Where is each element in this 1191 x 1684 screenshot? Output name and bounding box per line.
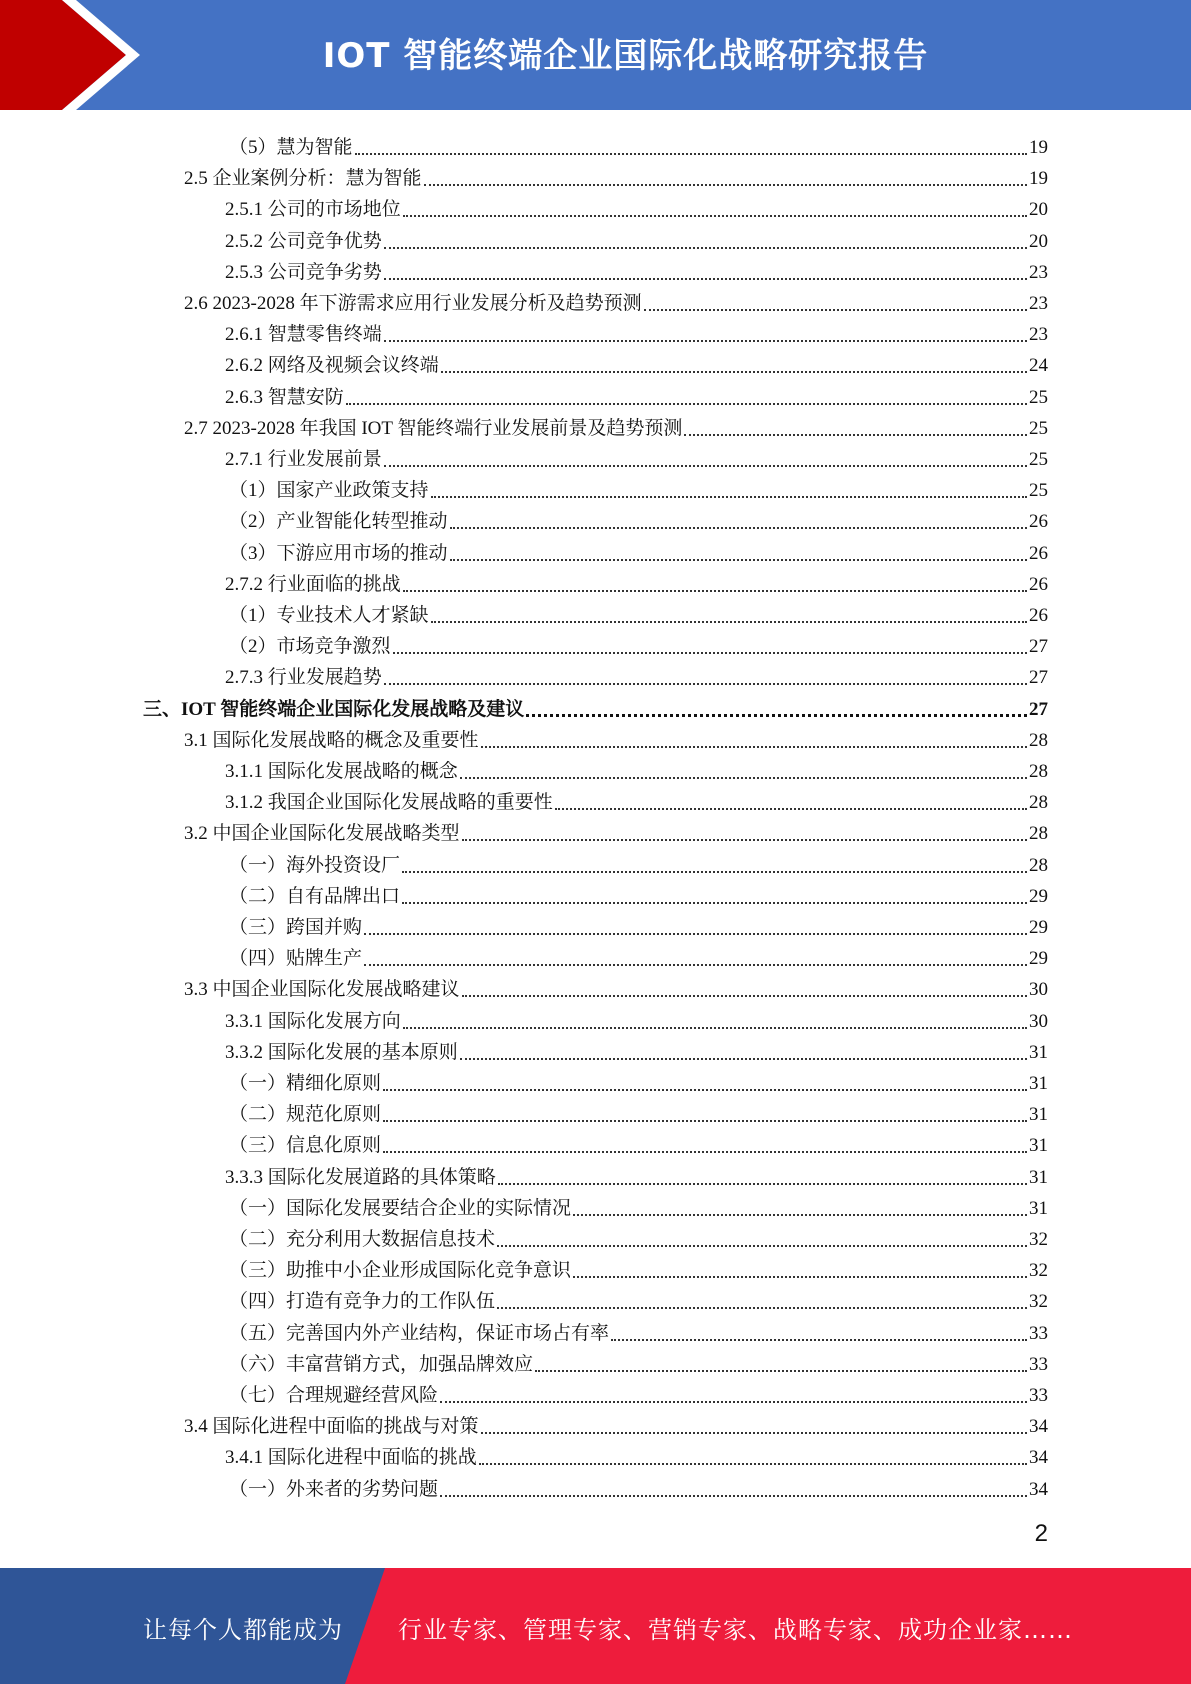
footer-slogan-left: 让每个人都能成为 bbox=[143, 1616, 343, 1644]
toc-entry[interactable] bbox=[229, 1251, 1048, 1282]
toc-entry[interactable] bbox=[229, 596, 1048, 627]
toc-entry-title: （1）专业技术人才紧缺 bbox=[229, 605, 429, 626]
toc-entry-title: （五）完善国内外产业结构，保证市场占有率 bbox=[229, 1322, 610, 1344]
toc-entry-title: 3.3.3 国际化发展道路的具体策略 bbox=[225, 1166, 496, 1188]
toc-entry-title: （一）外来者的劣势问题 bbox=[229, 1478, 439, 1500]
toc-leader-dots bbox=[462, 839, 1027, 841]
toc-entry-page: 28 bbox=[1029, 792, 1048, 814]
toc-leader-dots bbox=[383, 1151, 1027, 1153]
toc-entry-title: 3.4.1 国际化进程中面临的挑战 bbox=[225, 1447, 477, 1469]
toc-entry-page: 19 bbox=[1029, 137, 1048, 158]
toc-leader-dots bbox=[497, 1307, 1027, 1309]
toc-leader-dots bbox=[644, 309, 1027, 311]
toc-entry[interactable] bbox=[229, 627, 1048, 658]
toc-entry-title: 2.7 2023-2028 年我国 IOT 智能终端行业发展前景及趋势预测 bbox=[184, 417, 683, 439]
toc-leader-dots bbox=[364, 964, 1027, 966]
toc-entry-title: （二）规范化原则 bbox=[229, 1104, 382, 1126]
toc-leader-dots bbox=[431, 496, 1027, 498]
toc-entry[interactable] bbox=[229, 1470, 1048, 1501]
toc-entry[interactable] bbox=[225, 315, 1048, 346]
toc-entry-title: 3.1.2 我国企业国际化发展战略的重要性 bbox=[225, 792, 553, 814]
toc-leader-dots bbox=[460, 777, 1027, 779]
toc-entry-page: 32 bbox=[1029, 1260, 1048, 1282]
toc-entry-title: （二）充分利用大数据信息技术 bbox=[229, 1229, 496, 1250]
toc-entry[interactable] bbox=[229, 1314, 1048, 1345]
toc-leader-dots bbox=[450, 527, 1027, 529]
toc-entry-title: （二）自有品牌出口 bbox=[229, 885, 401, 907]
toc-entry-title: （六）丰富营销方式，加强品牌效应 bbox=[229, 1353, 534, 1375]
toc-entry-page: 27 bbox=[1029, 667, 1048, 689]
toc-entry-page: 25 bbox=[1029, 386, 1048, 408]
toc-entry-title: （一）海外投资设厂 bbox=[229, 854, 401, 876]
toc-entry-title: （1）国家产业政策支持 bbox=[229, 480, 429, 502]
toc-entry-page: 34 bbox=[1029, 1447, 1048, 1469]
toc-entry-page: 29 bbox=[1029, 885, 1048, 907]
toc-entry-page: 26 bbox=[1029, 573, 1048, 595]
toc-entry-title: 2.5 企业案例分析：慧为智能 bbox=[184, 168, 422, 190]
toc-leader-dots bbox=[364, 933, 1027, 935]
page-number: 2 bbox=[1034, 1520, 1048, 1547]
toc-leader-dots bbox=[611, 1339, 1027, 1341]
toc-entry-title: （四）打造有竞争力的工作队伍 bbox=[229, 1291, 496, 1313]
toc-entry-page: 27 bbox=[1029, 636, 1048, 658]
toc-entry-title: 三、IOT 智能终端企业国际化发展战略及建议 bbox=[143, 698, 525, 720]
toc-entry[interactable] bbox=[229, 471, 1048, 502]
toc-entry[interactable] bbox=[225, 253, 1048, 284]
toc-entry[interactable] bbox=[225, 222, 1048, 253]
toc-entry[interactable] bbox=[229, 128, 1048, 159]
toc-leader-dots bbox=[383, 1120, 1027, 1122]
toc-entry[interactable] bbox=[229, 502, 1048, 533]
toc-entry-title: 2.6.2 网络及视频会议终端 bbox=[225, 355, 439, 377]
toc-entry[interactable] bbox=[225, 565, 1048, 596]
toc-leader-dots bbox=[440, 1401, 1027, 1403]
report-header bbox=[0, 0, 1191, 110]
toc-entry-title: （七）合理规避经营风险 bbox=[229, 1385, 439, 1406]
toc-leader-dots bbox=[684, 434, 1027, 436]
toc-entry-title: 3.4 国际化进程中面临的挑战与对策 bbox=[184, 1416, 479, 1438]
toc-entry-title: 2.7.2 行业面临的挑战 bbox=[225, 573, 401, 595]
toc-entry-title: （2）产业智能化转型推动 bbox=[229, 511, 448, 533]
toc-entry-title: 2.6 2023-2028 年下游需求应用行业发展分析及趋势预测 bbox=[184, 293, 642, 314]
toc-leader-dots bbox=[440, 1495, 1027, 1497]
toc-entry[interactable] bbox=[229, 1376, 1048, 1407]
toc-leader-dots bbox=[573, 1214, 1027, 1216]
toc-entry-page: 32 bbox=[1029, 1291, 1048, 1313]
toc-entry-page: 26 bbox=[1029, 542, 1048, 564]
toc-entry-page: 31 bbox=[1029, 1135, 1048, 1157]
toc-entry-page: 33 bbox=[1029, 1385, 1048, 1406]
footer-slogan-right: 行业专家、管理专家、营销专家、战略专家、成功企业家…… bbox=[398, 1616, 1073, 1644]
toc-entry[interactable] bbox=[229, 1126, 1048, 1157]
toc-leader-dots bbox=[384, 340, 1027, 342]
toc-entry[interactable] bbox=[229, 534, 1048, 565]
toc-entry[interactable] bbox=[225, 783, 1048, 814]
toc-entry-title: 3.3 中国企业国际化发展战略建议 bbox=[184, 979, 460, 1001]
toc-entry[interactable] bbox=[229, 1095, 1048, 1126]
toc-leader-dots bbox=[450, 559, 1027, 561]
toc-leader-dots bbox=[384, 465, 1027, 467]
toc-entry[interactable] bbox=[229, 1064, 1048, 1095]
toc-entry[interactable] bbox=[184, 409, 1048, 440]
toc-entry-page: 31 bbox=[1029, 1041, 1048, 1063]
toc-entry[interactable] bbox=[229, 1345, 1048, 1376]
toc-entry[interactable] bbox=[143, 690, 1048, 721]
toc-entry[interactable] bbox=[229, 939, 1048, 970]
toc-entry-page: 24 bbox=[1029, 355, 1048, 377]
toc-entry[interactable] bbox=[184, 284, 1048, 315]
page-footer bbox=[0, 1568, 1191, 1684]
toc-entry-title: 3.1.1 国际化发展战略的概念 bbox=[225, 761, 458, 782]
toc-leader-dots bbox=[481, 746, 1027, 748]
toc-leader-dots bbox=[441, 371, 1027, 373]
toc-leader-dots bbox=[403, 1027, 1027, 1029]
toc-entry[interactable] bbox=[184, 1407, 1048, 1438]
toc-entry-page: 25 bbox=[1029, 480, 1048, 502]
toc-entry[interactable] bbox=[184, 159, 1048, 190]
toc-entry[interactable] bbox=[184, 814, 1048, 845]
toc-entry[interactable] bbox=[225, 190, 1048, 221]
toc-entry-page: 19 bbox=[1029, 168, 1048, 190]
toc-entry-title: 3.3.1 国际化发展方向 bbox=[225, 1010, 401, 1032]
toc-entry-page: 26 bbox=[1029, 605, 1048, 626]
toc-entry[interactable] bbox=[225, 1158, 1048, 1189]
toc-entry-title: （2）市场竞争激烈 bbox=[229, 636, 391, 658]
toc-entry-title: （3）下游应用市场的推动 bbox=[229, 542, 448, 564]
toc-entry[interactable] bbox=[225, 752, 1048, 783]
toc-leader-dots bbox=[555, 808, 1027, 810]
toc-entry-page: 27 bbox=[1029, 698, 1048, 720]
toc-entry-page: 28 bbox=[1029, 729, 1048, 751]
toc-entry-title: 2.5.2 公司竞争优势 bbox=[225, 230, 382, 252]
toc-entry[interactable] bbox=[225, 378, 1048, 409]
toc-leader-dots bbox=[384, 683, 1027, 685]
toc-entry-title: 3.1 国际化发展战略的概念及重要性 bbox=[184, 729, 479, 751]
toc-entry-title: （四）贴牌生产 bbox=[229, 948, 363, 970]
toc-entry-page: 33 bbox=[1029, 1322, 1048, 1344]
toc-entry-title: 2.7.1 行业发展前景 bbox=[225, 449, 382, 470]
toc-entry-title: 3.2 中国企业国际化发展战略类型 bbox=[184, 823, 460, 845]
toc-leader-dots bbox=[460, 1058, 1027, 1060]
toc-entry-page: 23 bbox=[1029, 324, 1048, 346]
toc-entry[interactable] bbox=[225, 1002, 1048, 1033]
toc-leader-dots bbox=[402, 871, 1027, 873]
toc-entry-page: 28 bbox=[1029, 854, 1048, 876]
toc-entry-page: 34 bbox=[1029, 1478, 1048, 1500]
toc-entry-page: 31 bbox=[1029, 1166, 1048, 1188]
toc-entry-page: 29 bbox=[1029, 948, 1048, 970]
toc-entry-title: 2.5.1 公司的市场地位 bbox=[225, 199, 401, 221]
toc-entry-title: （5）慧为智能 bbox=[229, 137, 353, 158]
toc-entry-page: 20 bbox=[1029, 199, 1048, 221]
toc-leader-dots bbox=[384, 247, 1027, 249]
toc-entry-page: 25 bbox=[1029, 417, 1048, 439]
toc-leader-dots bbox=[346, 403, 1027, 405]
toc-entry-title: 2.6.3 智慧安防 bbox=[225, 386, 344, 408]
toc-leader-dots bbox=[355, 153, 1027, 155]
toc-entry[interactable] bbox=[225, 440, 1048, 471]
toc-entry-title: （三）跨国并购 bbox=[229, 917, 363, 938]
toc-entry-page: 31 bbox=[1029, 1073, 1048, 1094]
toc-entry[interactable] bbox=[184, 721, 1048, 752]
toc-entry-page: 29 bbox=[1029, 917, 1048, 938]
toc-entry-title: （三）信息化原则 bbox=[229, 1135, 382, 1157]
toc-leader-dots bbox=[403, 215, 1027, 217]
toc-leader-dots bbox=[497, 1245, 1027, 1247]
toc-entry-page: 20 bbox=[1029, 230, 1048, 252]
toc-entry-page: 28 bbox=[1029, 761, 1048, 782]
toc-leader-dots bbox=[402, 902, 1027, 904]
toc-entry-page: 30 bbox=[1029, 1010, 1048, 1032]
toc-entry[interactable] bbox=[225, 1438, 1048, 1469]
toc-leader-dots bbox=[393, 652, 1027, 654]
toc-entry-title: 2.7.3 行业发展趋势 bbox=[225, 667, 382, 689]
toc-leader-dots bbox=[498, 1183, 1027, 1185]
toc-entry-page: 28 bbox=[1029, 823, 1048, 845]
toc-leader-dots bbox=[481, 1432, 1027, 1434]
toc-leader-dots bbox=[424, 184, 1027, 186]
toc-leader-dots bbox=[535, 1370, 1027, 1372]
toc-entry-page: 26 bbox=[1029, 511, 1048, 533]
toc-entry-page: 32 bbox=[1029, 1229, 1048, 1250]
toc-leader-dots bbox=[431, 621, 1027, 623]
toc-entry[interactable] bbox=[184, 970, 1048, 1001]
toc-leader-dots bbox=[526, 714, 1027, 717]
toc-entry-title: （一）精细化原则 bbox=[229, 1073, 382, 1094]
toc-entry[interactable] bbox=[229, 1189, 1048, 1220]
toc-entry[interactable] bbox=[225, 1033, 1048, 1064]
toc-entry-title: （一）国际化发展要结合企业的实际情况 bbox=[229, 1197, 572, 1219]
toc-entry[interactable] bbox=[229, 1220, 1048, 1251]
toc-entry-page: 31 bbox=[1029, 1197, 1048, 1219]
toc-entry[interactable] bbox=[225, 658, 1048, 689]
toc-entry-page: 30 bbox=[1029, 979, 1048, 1001]
toc-entry[interactable] bbox=[229, 877, 1048, 908]
report-title: IOT 智能终端企业国际化战略研究报告 bbox=[322, 36, 929, 76]
toc-entry-page: 33 bbox=[1029, 1353, 1048, 1375]
toc-leader-dots bbox=[403, 590, 1027, 592]
toc-entry-page: 25 bbox=[1029, 449, 1048, 470]
toc-entry-page: 23 bbox=[1029, 293, 1048, 314]
toc-entry-title: 3.3.2 国际化发展的基本原则 bbox=[225, 1041, 458, 1063]
toc-entry[interactable] bbox=[229, 908, 1048, 939]
toc-entry-title: 2.6.1 智慧零售终端 bbox=[225, 324, 382, 346]
toc-entry-page: 34 bbox=[1029, 1416, 1048, 1438]
toc-entry[interactable] bbox=[229, 846, 1048, 877]
toc-leader-dots bbox=[479, 1463, 1027, 1465]
toc-leader-dots bbox=[384, 278, 1027, 280]
toc-leader-dots bbox=[573, 1276, 1027, 1278]
toc-entry-page: 31 bbox=[1029, 1104, 1048, 1126]
toc-entry[interactable] bbox=[225, 346, 1048, 377]
toc-leader-dots bbox=[383, 1089, 1027, 1091]
toc-leader-dots bbox=[462, 995, 1027, 997]
toc-entry[interactable] bbox=[229, 1282, 1048, 1313]
toc-entry-page: 23 bbox=[1029, 261, 1048, 283]
toc-entry-title: 2.5.3 公司竞争劣势 bbox=[225, 261, 382, 283]
toc-entry-title: （三）助推中小企业形成国际化竞争意识 bbox=[229, 1260, 572, 1282]
